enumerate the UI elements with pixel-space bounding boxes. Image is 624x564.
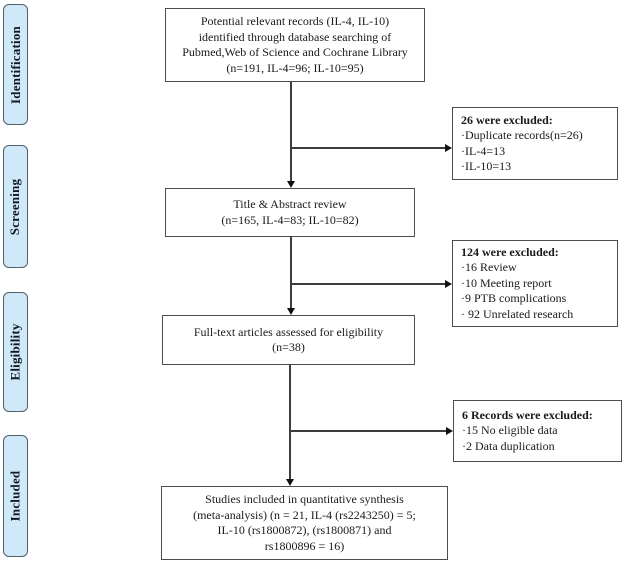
stage-identification (3, 4, 28, 125)
exclusion-box-screening (452, 240, 618, 327)
full-text-line-1: Full-text articles assessed for eligibility (193, 324, 384, 339)
records-line-2: identified through database searching of (198, 29, 392, 44)
arrowhead-down-icon (287, 181, 295, 188)
exclusion-2-item-1: ·16 Review (461, 260, 517, 275)
stage-identification-label: Identification (7, 25, 23, 104)
exclusion-box-duplicates (452, 107, 618, 180)
exclusion-3-item-1: ·15 No eligible data (462, 423, 558, 438)
title-abstract-line-1: Title & Abstract review (233, 197, 347, 211)
exclusion-2-header: 124 were excluded: (461, 244, 559, 259)
stage-screening (3, 145, 28, 268)
exclusion-1-header: 26 were excluded: (461, 112, 553, 127)
stage-eligibility-label: Eligibility (7, 323, 23, 381)
exclusion-1-item-1: ·Duplicate records(n=26) (461, 128, 583, 142)
included-line-2: (meta-analysis) (n = 21, IL-4 (rs2243250) = 5; (193, 507, 416, 522)
arrowhead-down-icon (286, 479, 294, 486)
included-line-1: Studies included in quantitative synthesis (205, 492, 404, 506)
arrowhead-down-icon (287, 308, 295, 315)
connector-title-to-fulltext (290, 237, 292, 308)
full-text-line-2: (n=38) (272, 340, 305, 354)
exclusion-2-item-3: ·9 PTB complications (461, 291, 567, 306)
stage-screening-label: Screening (7, 178, 23, 235)
records-line-1: Potential relevant records (IL-4, IL-10) (200, 14, 390, 28)
records-line-3: Pubmed,Web of Science and Cochrane Library (182, 45, 408, 59)
exclusion-3-item-2: ·2 Data duplication (462, 438, 555, 453)
stage-included (3, 435, 28, 557)
exclusion-box-eligibility (453, 400, 622, 462)
flow-box-full-text (162, 315, 415, 365)
records-line-4: (n=191, IL-4=96; IL-10=95) (226, 60, 364, 75)
connector-fulltext-to-included (289, 365, 291, 479)
stage-included-label: Included (7, 470, 23, 522)
flow-box-records (165, 8, 425, 82)
stage-eligibility (3, 292, 28, 412)
included-line-4: rs1800896 = 16) (264, 538, 345, 553)
exclusion-1-item-3: ·IL-10=13 (461, 159, 512, 173)
branch-to-exclusion-3 (289, 430, 446, 432)
branch-to-exclusion-2 (290, 283, 445, 285)
exclusion-2-item-2: ·10 Meeting report (461, 275, 552, 290)
exclusion-1-item-2: ·IL-4=13 (461, 143, 506, 158)
flow-box-title-abstract (165, 188, 415, 237)
exclusion-3-header: 6 Records were excluded: (462, 407, 593, 422)
included-line-3: IL-10 (rs1800872), (rs1800871) and (217, 523, 392, 537)
flow-box-included (161, 486, 448, 560)
exclusion-2-item-4: · 92 Unrelated research (461, 306, 574, 321)
connector-records-to-title (290, 82, 292, 181)
title-abstract-line-2: (n=165, IL-4=83; IL-10=82) (221, 212, 359, 227)
arrowhead-right-icon (445, 144, 452, 152)
branch-to-exclusion-1 (290, 147, 445, 149)
arrowhead-right-icon (445, 280, 452, 288)
arrowhead-right-icon (446, 427, 453, 435)
